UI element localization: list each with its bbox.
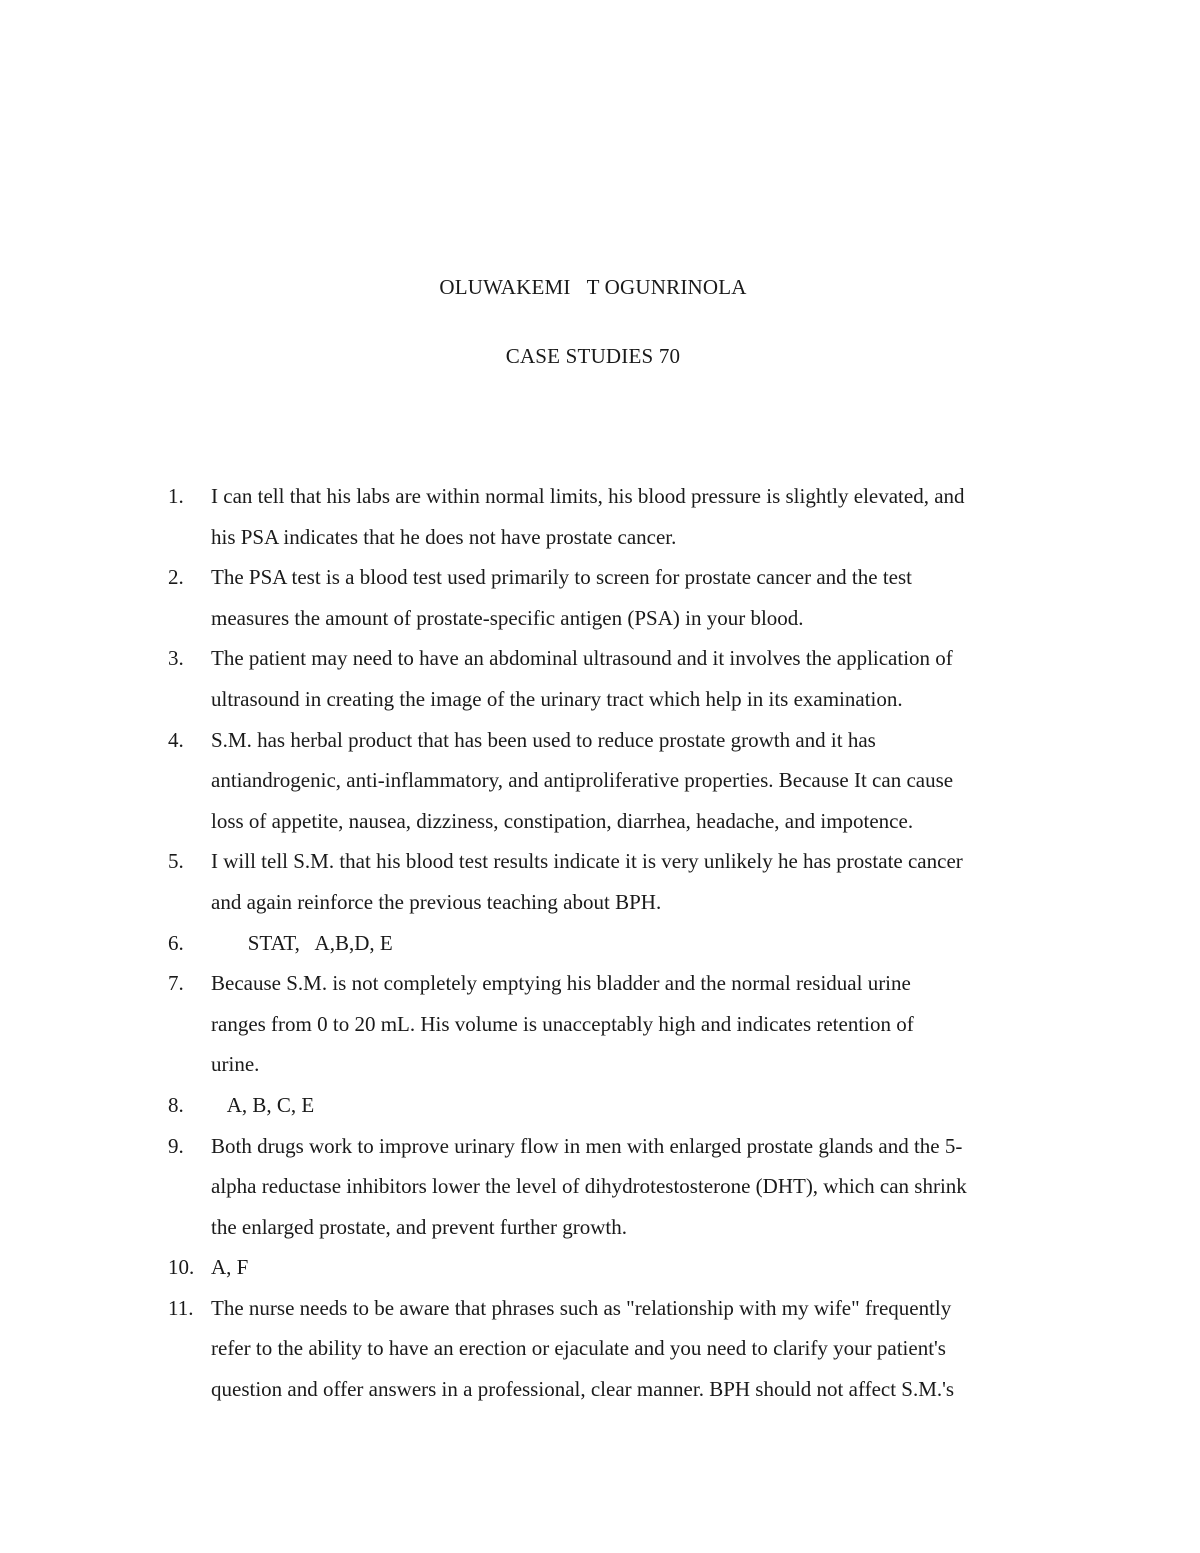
answer-line: The patient may need to have an abdominal ultrasound and it involves the application of xyxy=(211,646,953,671)
answer-line: refer to the ability to have an erection or ejaculate and you need to clarify your patient's xyxy=(211,1336,946,1361)
answer-line: urine. xyxy=(211,1052,260,1077)
answer-line: I will tell S.M. that his blood test results indicate it is very unlikely he has prostate cancer xyxy=(211,849,963,874)
answer-number: 11. xyxy=(168,1295,194,1320)
answer-item xyxy=(168,1247,1068,1288)
answer-item xyxy=(168,1126,1068,1248)
answer-line: the enlarged prostate, and prevent further growth. xyxy=(211,1214,627,1239)
answer-line: I can tell that his labs are within normal limits, his blood pressure is slightly elevated, and xyxy=(211,484,965,508)
answer-line: antiandrogenic, anti-inflammatory, and antiproliferative properties. Because It can cause xyxy=(211,768,954,793)
answer-text xyxy=(211,1288,1068,1410)
answer-item xyxy=(168,963,1068,1085)
answer-line: Because S.M. is not completely emptying his bladder and the normal residual urine xyxy=(211,971,911,996)
answer-line: ranges from 0 to 20 mL. His volume is unacceptably high and indicates retention of xyxy=(211,1011,914,1036)
answer-item xyxy=(168,923,1068,964)
answer-line: question and offer answers in a professional, clear manner. BPH should not affect S.M.'s xyxy=(211,1377,955,1402)
answer-text xyxy=(211,476,1068,557)
answer-line: A, B, C, E xyxy=(211,1092,315,1117)
author-name: OLUWAKEMI T OGUNRINOLA xyxy=(439,275,747,299)
answer-number: 2. xyxy=(168,565,184,590)
answer-line: The PSA test is a blood test used primarily to screen for prostate cancer and the test xyxy=(211,565,912,590)
answer-text xyxy=(211,841,1068,922)
document-title: CASE STUDIES 70 xyxy=(505,344,681,368)
answer-line: measures the amount of prostate-specific antigen (PSA) in your blood. xyxy=(211,605,804,630)
answer-item xyxy=(168,476,1068,557)
answer-line: The nurse needs to be aware that phrases such as "relationship with my wife" frequently xyxy=(211,1295,952,1320)
answer-number: 5. xyxy=(168,849,184,874)
answer-line: alpha reductase inhibitors lower the level of dihydrotestosterone (DHT), which can shrink xyxy=(211,1174,967,1199)
answer-item xyxy=(168,841,1068,922)
answer-line: ultrasound in creating the image of the urinary tract which help in its examination. xyxy=(211,686,903,711)
answer-line: A, F xyxy=(211,1255,249,1280)
answer-line: Both drugs work to improve urinary flow in men with enlarged prostate glands and the 5- xyxy=(211,1133,963,1158)
answer-text xyxy=(211,557,1068,638)
answer-list xyxy=(168,476,1068,1410)
answer-text xyxy=(211,1085,1068,1126)
answer-number: 8. xyxy=(168,1092,184,1117)
answer-text xyxy=(211,963,1068,1085)
answer-text xyxy=(211,638,1068,719)
answer-number: 4. xyxy=(168,727,184,752)
answer-number: 1. xyxy=(168,484,184,508)
answer-line: and again reinforce the previous teaching about BPH. xyxy=(211,889,662,914)
answer-number: 9. xyxy=(168,1133,184,1158)
answer-number: 7. xyxy=(168,971,184,996)
answer-item xyxy=(168,720,1068,842)
answer-text xyxy=(211,1247,1068,1288)
answer-line: his PSA indicates that he does not have prostate cancer. xyxy=(211,524,677,549)
answer-text xyxy=(211,720,1068,842)
answer-number: 3. xyxy=(168,646,184,671)
answer-number: 6. xyxy=(168,930,184,955)
answer-text xyxy=(211,923,1068,964)
answer-line: STAT, A,B,D, E xyxy=(211,930,393,955)
answer-line: loss of appetite, nausea, dizziness, constipation, diarrhea, headache, and impotence. xyxy=(211,808,914,833)
answer-item xyxy=(168,1085,1068,1126)
answer-line: S.M. has herbal product that has been used to reduce prostate growth and it has xyxy=(211,727,876,752)
answer-item xyxy=(168,1288,1068,1410)
answer-text xyxy=(211,1126,1068,1248)
answer-item xyxy=(168,557,1068,638)
answer-item xyxy=(168,638,1068,719)
answer-number: 10. xyxy=(168,1255,195,1280)
